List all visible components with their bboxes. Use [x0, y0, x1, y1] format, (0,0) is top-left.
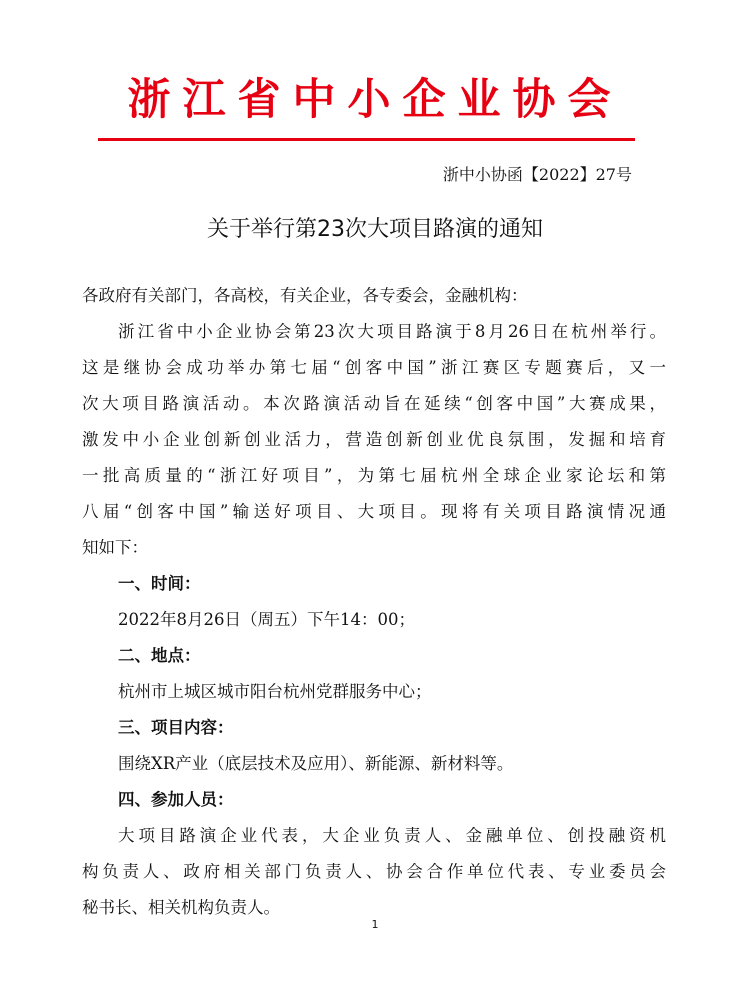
section-text-participants: 大项目路演企业代表，大企业负责人、金融单位、创投融资机: [118, 826, 666, 845]
section-heading-time: 一、时间：: [118, 574, 201, 593]
org-name-heading: 浙江省中小企业协会: [127, 75, 623, 125]
document-number: 浙中小协函【2022】27号: [442, 165, 632, 184]
section-heading-participants: 四、参加人员：: [118, 790, 234, 809]
red-divider-rule: [98, 138, 635, 141]
intro-line: 次大项目路演活动。本次路演活动旨在延续“创客中国”大赛成果，: [82, 394, 666, 413]
notice-title: 关于举行第23次大项目路演的通知: [207, 217, 543, 242]
section-heading-location: 二、地点：: [118, 646, 201, 665]
section-text-time: 2022年8月26日（周五）下午14：00；: [118, 610, 415, 629]
page-number: 1: [371, 918, 379, 931]
intro-line: 浙江省中小企业协会第23次大项目路演于8月26日在杭州举行。: [118, 322, 666, 341]
intro-line: 知如下：: [82, 538, 148, 557]
section-text-location: 杭州市上城区城市阳台杭州党群服务中心；: [118, 682, 432, 701]
intro-line: 一批高质量的“浙江好项目”，为第七届杭州全球企业家论坛和第: [82, 466, 666, 485]
salutation: 各政府有关部门，各高校，有关企业，各专委会，金融机构：: [82, 286, 528, 305]
intro-line: 激发中小企业创新创业活力，营造创新创业优良氛围，发掘和培育: [82, 430, 666, 449]
section-text-participants: 秘书长、相关机构负责人。: [82, 898, 280, 917]
intro-line: 八届“创客中国”输送好项目、大项目。现将有关项目路演情况通: [82, 502, 666, 521]
section-text-content: 围绕XR产业（底层技术及应用）、新能源、新材料等。: [118, 754, 514, 773]
notice-body: [82, 278, 666, 926]
section-text-participants: 构负责人、政府相关部门负责人、协会合作单位代表、专业委员会: [82, 862, 666, 881]
section-heading-content: 三、项目内容：: [118, 718, 234, 737]
intro-line: 这是继协会成功举办第七届“创客中国”浙江赛区专题赛后，又一: [82, 358, 666, 377]
